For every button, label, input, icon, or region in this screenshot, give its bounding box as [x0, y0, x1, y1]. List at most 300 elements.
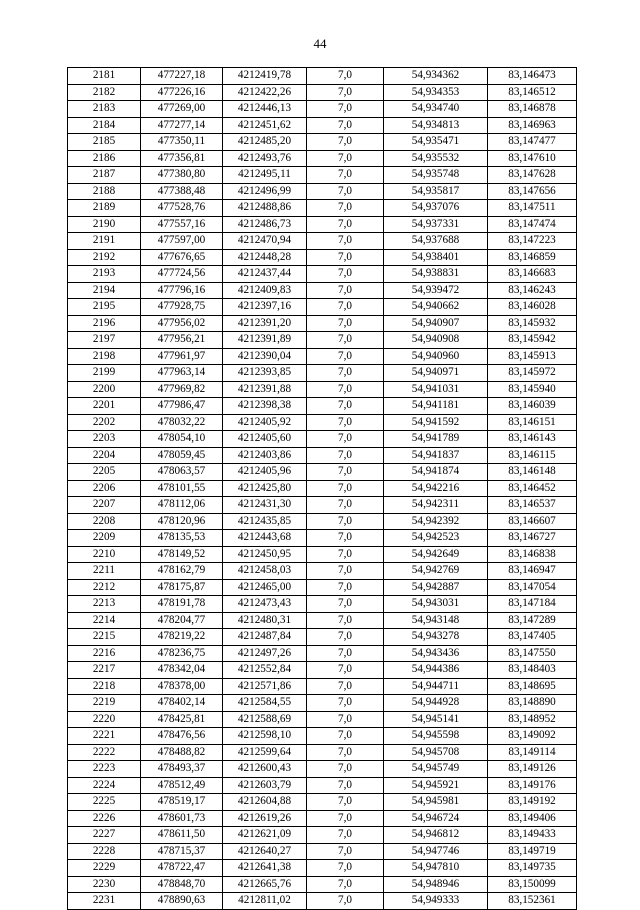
latitude-cell: 54,942392	[384, 513, 488, 530]
table-row	[68, 728, 577, 745]
point-number-cell: 2221	[68, 728, 141, 745]
table-row	[68, 777, 577, 794]
x-coordinate-cell: 478722,47	[141, 860, 223, 877]
latitude-cell: 54,942523	[384, 530, 488, 547]
longitude-cell: 83,146727	[488, 530, 577, 547]
table-row	[68, 299, 577, 316]
table-row	[68, 695, 577, 712]
table-row	[68, 480, 577, 497]
point-number-cell: 2189	[68, 200, 141, 217]
latitude-cell: 54,945981	[384, 794, 488, 811]
point-number-cell: 2227	[68, 827, 141, 844]
point-number-cell: 2186	[68, 150, 141, 167]
value-cell: 7,0	[307, 612, 384, 629]
longitude-cell: 83,147223	[488, 233, 577, 250]
y-coordinate-cell: 4212398,38	[223, 398, 307, 415]
y-coordinate-cell: 4212437,44	[223, 266, 307, 283]
point-number-cell: 2185	[68, 134, 141, 151]
latitude-cell: 54,945708	[384, 744, 488, 761]
y-coordinate-cell: 4212403,86	[223, 447, 307, 464]
y-coordinate-cell: 4212450,95	[223, 546, 307, 563]
x-coordinate-cell: 477277,14	[141, 117, 223, 134]
y-coordinate-cell: 4212473,43	[223, 596, 307, 613]
x-coordinate-cell: 477528,76	[141, 200, 223, 217]
value-cell: 7,0	[307, 876, 384, 893]
x-coordinate-cell: 478135,53	[141, 530, 223, 547]
longitude-cell: 83,146151	[488, 414, 577, 431]
y-coordinate-cell: 4212665,76	[223, 876, 307, 893]
y-coordinate-cell: 4212603,79	[223, 777, 307, 794]
latitude-cell: 54,940662	[384, 299, 488, 316]
value-cell: 7,0	[307, 530, 384, 547]
latitude-cell: 54,945921	[384, 777, 488, 794]
longitude-cell: 83,149406	[488, 810, 577, 827]
value-cell: 7,0	[307, 381, 384, 398]
point-number-cell: 2229	[68, 860, 141, 877]
value-cell: 7,0	[307, 711, 384, 728]
value-cell: 7,0	[307, 843, 384, 860]
value-cell: 7,0	[307, 810, 384, 827]
y-coordinate-cell: 4212435,85	[223, 513, 307, 530]
point-number-cell: 2194	[68, 282, 141, 299]
point-number-cell: 2203	[68, 431, 141, 448]
latitude-cell: 54,945749	[384, 761, 488, 778]
table-row	[68, 530, 577, 547]
y-coordinate-cell: 4212493,76	[223, 150, 307, 167]
value-cell: 7,0	[307, 563, 384, 580]
y-coordinate-cell: 4212604,88	[223, 794, 307, 811]
longitude-cell: 83,145940	[488, 381, 577, 398]
latitude-cell: 54,940907	[384, 315, 488, 332]
value-cell: 7,0	[307, 893, 384, 910]
latitude-cell: 54,944928	[384, 695, 488, 712]
point-number-cell: 2213	[68, 596, 141, 613]
y-coordinate-cell: 4212619,26	[223, 810, 307, 827]
value-cell: 7,0	[307, 150, 384, 167]
point-number-cell: 2206	[68, 480, 141, 497]
longitude-cell: 83,147477	[488, 134, 577, 151]
longitude-cell: 83,147511	[488, 200, 577, 217]
latitude-cell: 54,943436	[384, 645, 488, 662]
value-cell: 7,0	[307, 216, 384, 233]
longitude-cell: 83,149719	[488, 843, 577, 860]
table-row	[68, 596, 577, 613]
point-number-cell: 2230	[68, 876, 141, 893]
y-coordinate-cell: 4212465,00	[223, 579, 307, 596]
x-coordinate-cell: 477961,97	[141, 348, 223, 365]
table-row	[68, 546, 577, 563]
point-number-cell: 2200	[68, 381, 141, 398]
y-coordinate-cell: 4212390,04	[223, 348, 307, 365]
longitude-cell: 83,150099	[488, 876, 577, 893]
latitude-cell: 54,947810	[384, 860, 488, 877]
value-cell: 7,0	[307, 513, 384, 530]
value-cell: 7,0	[307, 414, 384, 431]
y-coordinate-cell: 4212480,31	[223, 612, 307, 629]
x-coordinate-cell: 478191,78	[141, 596, 223, 613]
x-coordinate-cell: 477796,16	[141, 282, 223, 299]
value-cell: 7,0	[307, 777, 384, 794]
point-number-cell: 2231	[68, 893, 141, 910]
x-coordinate-cell: 478219,22	[141, 629, 223, 646]
value-cell: 7,0	[307, 827, 384, 844]
value-cell: 7,0	[307, 84, 384, 101]
value-cell: 7,0	[307, 497, 384, 514]
value-cell: 7,0	[307, 645, 384, 662]
y-coordinate-cell: 4212588,69	[223, 711, 307, 728]
latitude-cell: 54,941592	[384, 414, 488, 431]
longitude-cell: 83,147289	[488, 612, 577, 629]
x-coordinate-cell: 478063,57	[141, 464, 223, 481]
value-cell: 7,0	[307, 546, 384, 563]
value-cell: 7,0	[307, 447, 384, 464]
longitude-cell: 83,146143	[488, 431, 577, 448]
point-number-cell: 2223	[68, 761, 141, 778]
x-coordinate-cell: 477969,82	[141, 381, 223, 398]
value-cell: 7,0	[307, 299, 384, 316]
y-coordinate-cell: 4212470,94	[223, 233, 307, 250]
x-coordinate-cell: 478059,45	[141, 447, 223, 464]
value-cell: 7,0	[307, 266, 384, 283]
longitude-cell: 83,147656	[488, 183, 577, 200]
latitude-cell: 54,944386	[384, 662, 488, 679]
latitude-cell: 54,935532	[384, 150, 488, 167]
y-coordinate-cell: 4212458,03	[223, 563, 307, 580]
x-coordinate-cell: 477557,16	[141, 216, 223, 233]
table-row	[68, 794, 577, 811]
latitude-cell: 54,947746	[384, 843, 488, 860]
x-coordinate-cell: 477597,00	[141, 233, 223, 250]
x-coordinate-cell: 478512,49	[141, 777, 223, 794]
y-coordinate-cell: 4212393,85	[223, 365, 307, 382]
x-coordinate-cell: 478236,75	[141, 645, 223, 662]
value-cell: 7,0	[307, 431, 384, 448]
point-number-cell: 2193	[68, 266, 141, 283]
table-row	[68, 282, 577, 299]
y-coordinate-cell: 4212425,80	[223, 480, 307, 497]
table-row	[68, 447, 577, 464]
value-cell: 7,0	[307, 579, 384, 596]
point-number-cell: 2214	[68, 612, 141, 629]
y-coordinate-cell: 4212584,55	[223, 695, 307, 712]
value-cell: 7,0	[307, 629, 384, 646]
x-coordinate-cell: 478890,63	[141, 893, 223, 910]
x-coordinate-cell: 477676,65	[141, 249, 223, 266]
x-coordinate-cell: 478425,81	[141, 711, 223, 728]
value-cell: 7,0	[307, 200, 384, 217]
longitude-cell: 83,146878	[488, 101, 577, 118]
value-cell: 7,0	[307, 315, 384, 332]
latitude-cell: 54,934362	[384, 68, 488, 85]
table-row	[68, 744, 577, 761]
table-row	[68, 711, 577, 728]
table-row	[68, 414, 577, 431]
table-row	[68, 84, 577, 101]
value-cell: 7,0	[307, 365, 384, 382]
longitude-cell: 83,146683	[488, 266, 577, 283]
x-coordinate-cell: 477356,81	[141, 150, 223, 167]
y-coordinate-cell: 4212571,86	[223, 678, 307, 695]
y-coordinate-cell: 4212621,09	[223, 827, 307, 844]
point-number-cell: 2187	[68, 167, 141, 184]
point-number-cell: 2201	[68, 398, 141, 415]
latitude-cell: 54,942769	[384, 563, 488, 580]
x-coordinate-cell: 478120,96	[141, 513, 223, 530]
point-number-cell: 2204	[68, 447, 141, 464]
y-coordinate-cell: 4212640,27	[223, 843, 307, 860]
longitude-cell: 83,148403	[488, 662, 577, 679]
x-coordinate-cell: 478342,04	[141, 662, 223, 679]
latitude-cell: 54,934353	[384, 84, 488, 101]
latitude-cell: 54,943278	[384, 629, 488, 646]
y-coordinate-cell: 4212409,83	[223, 282, 307, 299]
y-coordinate-cell: 4212599,64	[223, 744, 307, 761]
latitude-cell: 54,937076	[384, 200, 488, 217]
x-coordinate-cell: 477350,11	[141, 134, 223, 151]
table-row	[68, 233, 577, 250]
table-row	[68, 398, 577, 415]
latitude-cell: 54,941789	[384, 431, 488, 448]
x-coordinate-cell: 478519,17	[141, 794, 223, 811]
longitude-cell: 83,146838	[488, 546, 577, 563]
point-number-cell: 2215	[68, 629, 141, 646]
value-cell: 7,0	[307, 794, 384, 811]
x-coordinate-cell: 478162,79	[141, 563, 223, 580]
latitude-cell: 54,946724	[384, 810, 488, 827]
point-number-cell: 2210	[68, 546, 141, 563]
table-row	[68, 167, 577, 184]
latitude-cell: 54,937688	[384, 233, 488, 250]
point-number-cell: 2218	[68, 678, 141, 695]
y-coordinate-cell: 4212391,89	[223, 332, 307, 349]
longitude-cell: 83,146243	[488, 282, 577, 299]
longitude-cell: 83,149735	[488, 860, 577, 877]
point-number-cell: 2211	[68, 563, 141, 580]
longitude-cell: 83,148952	[488, 711, 577, 728]
table-row	[68, 513, 577, 530]
table-row	[68, 843, 577, 860]
table-row	[68, 365, 577, 382]
table-row	[68, 200, 577, 217]
longitude-cell: 83,148890	[488, 695, 577, 712]
latitude-cell: 54,942649	[384, 546, 488, 563]
point-number-cell: 2181	[68, 68, 141, 85]
y-coordinate-cell: 4212600,43	[223, 761, 307, 778]
table-row	[68, 827, 577, 844]
longitude-cell: 83,149092	[488, 728, 577, 745]
value-cell: 7,0	[307, 662, 384, 679]
latitude-cell: 54,946812	[384, 827, 488, 844]
x-coordinate-cell: 477724,56	[141, 266, 223, 283]
y-coordinate-cell: 4212495,11	[223, 167, 307, 184]
latitude-cell: 54,943148	[384, 612, 488, 629]
x-coordinate-cell: 478112,06	[141, 497, 223, 514]
latitude-cell: 54,941874	[384, 464, 488, 481]
y-coordinate-cell: 4212405,96	[223, 464, 307, 481]
table-row	[68, 612, 577, 629]
point-number-cell: 2219	[68, 695, 141, 712]
table-row	[68, 348, 577, 365]
table-row	[68, 315, 577, 332]
y-coordinate-cell: 4212497,26	[223, 645, 307, 662]
y-coordinate-cell: 4212486,73	[223, 216, 307, 233]
latitude-cell: 54,945141	[384, 711, 488, 728]
longitude-cell: 83,146537	[488, 497, 577, 514]
value-cell: 7,0	[307, 134, 384, 151]
longitude-cell: 83,146148	[488, 464, 577, 481]
latitude-cell: 54,943031	[384, 596, 488, 613]
x-coordinate-cell: 478101,55	[141, 480, 223, 497]
longitude-cell: 83,146963	[488, 117, 577, 134]
latitude-cell: 54,941031	[384, 381, 488, 398]
latitude-cell: 54,938831	[384, 266, 488, 283]
latitude-cell: 54,940908	[384, 332, 488, 349]
value-cell: 7,0	[307, 332, 384, 349]
value-cell: 7,0	[307, 744, 384, 761]
point-number-cell: 2220	[68, 711, 141, 728]
longitude-cell: 83,149433	[488, 827, 577, 844]
y-coordinate-cell: 4212451,62	[223, 117, 307, 134]
x-coordinate-cell: 478715,37	[141, 843, 223, 860]
longitude-cell: 83,146028	[488, 299, 577, 316]
latitude-cell: 54,942311	[384, 497, 488, 514]
latitude-cell: 54,948946	[384, 876, 488, 893]
table-row	[68, 332, 577, 349]
x-coordinate-cell: 477380,80	[141, 167, 223, 184]
value-cell: 7,0	[307, 233, 384, 250]
x-coordinate-cell: 477388,48	[141, 183, 223, 200]
table-row	[68, 183, 577, 200]
table-row	[68, 249, 577, 266]
table-row	[68, 134, 577, 151]
longitude-cell: 83,145932	[488, 315, 577, 332]
x-coordinate-cell: 477226,16	[141, 84, 223, 101]
table-row	[68, 579, 577, 596]
point-number-cell: 2217	[68, 662, 141, 679]
table-row	[68, 810, 577, 827]
latitude-cell: 54,941181	[384, 398, 488, 415]
point-number-cell: 2197	[68, 332, 141, 349]
longitude-cell: 83,146452	[488, 480, 577, 497]
longitude-cell: 83,149114	[488, 744, 577, 761]
point-number-cell: 2195	[68, 299, 141, 316]
latitude-cell: 54,941837	[384, 447, 488, 464]
table-row	[68, 464, 577, 481]
table-row	[68, 68, 577, 85]
longitude-cell: 83,149126	[488, 761, 577, 778]
value-cell: 7,0	[307, 101, 384, 118]
latitude-cell: 54,935817	[384, 183, 488, 200]
point-number-cell: 2192	[68, 249, 141, 266]
x-coordinate-cell: 478402,14	[141, 695, 223, 712]
x-coordinate-cell: 478476,56	[141, 728, 223, 745]
point-number-cell: 2216	[68, 645, 141, 662]
x-coordinate-cell: 478204,77	[141, 612, 223, 629]
table-row	[68, 101, 577, 118]
point-number-cell: 2190	[68, 216, 141, 233]
point-number-cell: 2198	[68, 348, 141, 365]
y-coordinate-cell: 4212446,13	[223, 101, 307, 118]
y-coordinate-cell: 4212397,16	[223, 299, 307, 316]
y-coordinate-cell: 4212405,92	[223, 414, 307, 431]
longitude-cell: 83,147184	[488, 596, 577, 613]
y-coordinate-cell: 4212405,60	[223, 431, 307, 448]
y-coordinate-cell: 4212419,78	[223, 68, 307, 85]
value-cell: 7,0	[307, 695, 384, 712]
x-coordinate-cell: 478149,52	[141, 546, 223, 563]
x-coordinate-cell: 478848,70	[141, 876, 223, 893]
point-number-cell: 2183	[68, 101, 141, 118]
x-coordinate-cell: 477986,47	[141, 398, 223, 415]
longitude-cell: 83,146039	[488, 398, 577, 415]
point-number-cell: 2202	[68, 414, 141, 431]
x-coordinate-cell: 478611,50	[141, 827, 223, 844]
longitude-cell: 83,147550	[488, 645, 577, 662]
longitude-cell: 83,145972	[488, 365, 577, 382]
value-cell: 7,0	[307, 761, 384, 778]
longitude-cell: 83,149192	[488, 794, 577, 811]
x-coordinate-cell: 477963,14	[141, 365, 223, 382]
value-cell: 7,0	[307, 249, 384, 266]
latitude-cell: 54,949333	[384, 893, 488, 910]
table-row	[68, 893, 577, 910]
y-coordinate-cell: 4212391,88	[223, 381, 307, 398]
longitude-cell: 83,147054	[488, 579, 577, 596]
value-cell: 7,0	[307, 68, 384, 85]
table-row	[68, 860, 577, 877]
latitude-cell: 54,937331	[384, 216, 488, 233]
table-body	[68, 68, 577, 910]
value-cell: 7,0	[307, 464, 384, 481]
x-coordinate-cell: 478493,37	[141, 761, 223, 778]
y-coordinate-cell: 4212485,20	[223, 134, 307, 151]
longitude-cell: 83,147474	[488, 216, 577, 233]
point-number-cell: 2209	[68, 530, 141, 547]
y-coordinate-cell: 4212443,68	[223, 530, 307, 547]
value-cell: 7,0	[307, 282, 384, 299]
longitude-cell: 83,145913	[488, 348, 577, 365]
point-number-cell: 2184	[68, 117, 141, 134]
longitude-cell: 83,146947	[488, 563, 577, 580]
point-number-cell: 2224	[68, 777, 141, 794]
x-coordinate-cell: 478488,82	[141, 744, 223, 761]
latitude-cell: 54,935471	[384, 134, 488, 151]
longitude-cell: 83,148695	[488, 678, 577, 695]
value-cell: 7,0	[307, 678, 384, 695]
value-cell: 7,0	[307, 183, 384, 200]
table-row	[68, 117, 577, 134]
x-coordinate-cell: 478054,10	[141, 431, 223, 448]
value-cell: 7,0	[307, 398, 384, 415]
longitude-cell: 83,146512	[488, 84, 577, 101]
table-row	[68, 629, 577, 646]
table-row	[68, 431, 577, 448]
latitude-cell: 54,940960	[384, 348, 488, 365]
y-coordinate-cell: 4212391,20	[223, 315, 307, 332]
longitude-cell: 83,146115	[488, 447, 577, 464]
point-number-cell: 2226	[68, 810, 141, 827]
x-coordinate-cell: 478032,22	[141, 414, 223, 431]
y-coordinate-cell: 4212422,26	[223, 84, 307, 101]
point-number-cell: 2222	[68, 744, 141, 761]
point-number-cell: 2228	[68, 843, 141, 860]
x-coordinate-cell: 478601,73	[141, 810, 223, 827]
table-row	[68, 645, 577, 662]
value-cell: 7,0	[307, 117, 384, 134]
point-number-cell: 2208	[68, 513, 141, 530]
point-number-cell: 2205	[68, 464, 141, 481]
latitude-cell: 54,942887	[384, 579, 488, 596]
